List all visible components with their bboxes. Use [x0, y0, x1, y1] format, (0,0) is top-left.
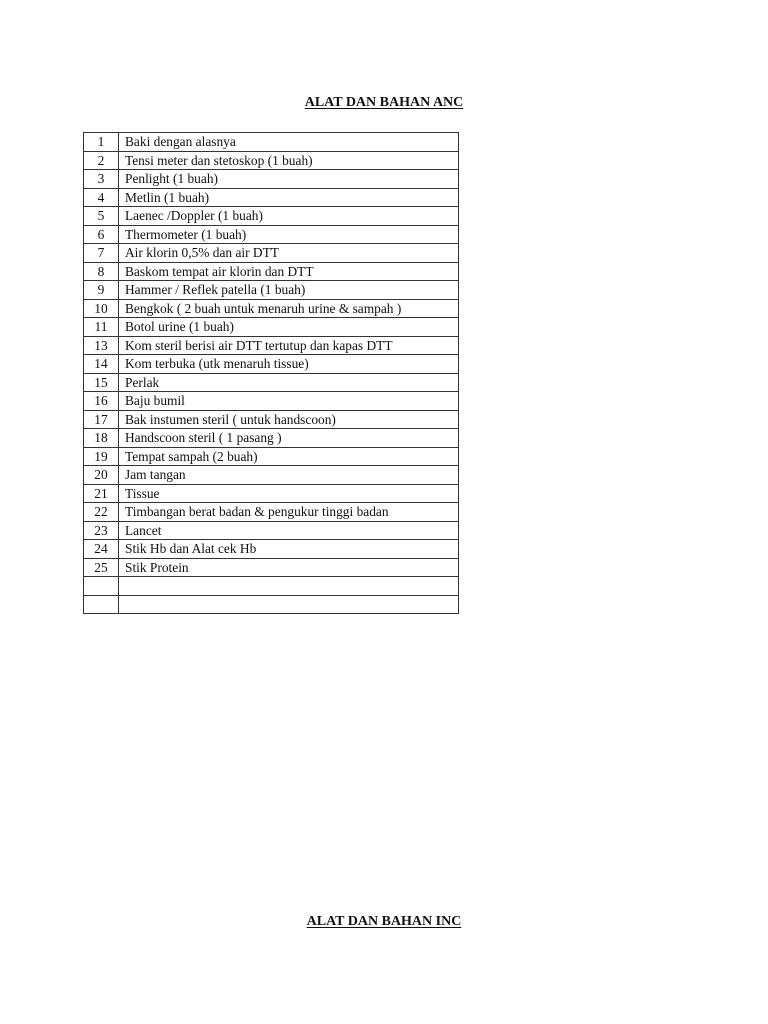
row-item-name: Hammer / Reflek patella (1 buah): [119, 281, 459, 300]
row-item-name: Perlak: [119, 373, 459, 392]
row-item-name: Metlin (1 buah): [119, 188, 459, 207]
table-row: [84, 299, 459, 318]
row-item-name: Thermometer (1 buah): [119, 225, 459, 244]
row-item-name: Tempat sampah (2 buah): [119, 447, 459, 466]
row-number: 3: [84, 170, 119, 189]
row-item-name: Jam tangan: [119, 466, 459, 485]
table-row: [84, 225, 459, 244]
row-item-name: Timbangan berat badan & pengukur tinggi badan: [119, 503, 459, 522]
row-item-name: Tensi meter dan stetoskop (1 buah): [119, 151, 459, 170]
section-title-anc: ALAT DAN BAHAN ANC: [304, 95, 464, 110]
table-row: [84, 281, 459, 300]
table-row: [84, 410, 459, 429]
section-title-inc: ALAT DAN BAHAN INC: [306, 914, 462, 929]
row-item-name: [119, 595, 459, 614]
table-row: [84, 503, 459, 522]
row-number: 4: [84, 188, 119, 207]
row-item-name: Baskom tempat air klorin dan DTT: [119, 262, 459, 281]
row-number: 19: [84, 447, 119, 466]
row-item-name: Air klorin 0,5% dan air DTT: [119, 244, 459, 263]
table-row: [84, 133, 459, 152]
row-number: 16: [84, 392, 119, 411]
row-number: 20: [84, 466, 119, 485]
table-row: [84, 540, 459, 559]
table-row: [84, 595, 459, 614]
row-item-name: Stik Protein: [119, 558, 459, 577]
row-item-name: Penlight (1 buah): [119, 170, 459, 189]
table-row: [84, 151, 459, 170]
table-row: [84, 170, 459, 189]
table-row: [84, 521, 459, 540]
row-item-name: Bak instumen steril ( untuk handscoon): [119, 410, 459, 429]
table-row: [84, 466, 459, 485]
row-number: 22: [84, 503, 119, 522]
row-number: 7: [84, 244, 119, 263]
row-number: 5: [84, 207, 119, 226]
row-item-name: Handscoon steril ( 1 pasang ): [119, 429, 459, 448]
row-number: 10: [84, 299, 119, 318]
table-row: [84, 558, 459, 577]
table-row: [84, 262, 459, 281]
row-number: 2: [84, 151, 119, 170]
row-item-name: Baki dengan alasnya: [119, 133, 459, 152]
anc-equipment-table: [83, 132, 459, 614]
table-row: [84, 336, 459, 355]
row-number: 17: [84, 410, 119, 429]
row-number: 1: [84, 133, 119, 152]
row-item-name: Baju bumil: [119, 392, 459, 411]
table-row: [84, 244, 459, 263]
row-number: 8: [84, 262, 119, 281]
table-row: [84, 484, 459, 503]
row-item-name: Botol urine (1 buah): [119, 318, 459, 337]
table-row: [84, 318, 459, 337]
table-row: [84, 429, 459, 448]
table-row: [84, 392, 459, 411]
row-item-name: [119, 577, 459, 596]
table-row: [84, 373, 459, 392]
row-item-name: Kom steril berisi air DTT tertutup dan kapas DTT: [119, 336, 459, 355]
row-number: 9: [84, 281, 119, 300]
table-row: [84, 207, 459, 226]
row-number: 25: [84, 558, 119, 577]
row-number: 15: [84, 373, 119, 392]
row-number: 21: [84, 484, 119, 503]
row-number: 18: [84, 429, 119, 448]
row-item-name: Kom terbuka (utk menaruh tissue): [119, 355, 459, 374]
row-item-name: Lancet: [119, 521, 459, 540]
row-item-name: Stik Hb dan Alat cek Hb: [119, 540, 459, 559]
table-row: [84, 355, 459, 374]
row-item-name: Laenec /Doppler (1 buah): [119, 207, 459, 226]
row-number: [84, 577, 119, 596]
row-number: [84, 595, 119, 614]
row-number: 11: [84, 318, 119, 337]
row-number: 23: [84, 521, 119, 540]
row-item-name: Bengkok ( 2 buah untuk menaruh urine & sampah ): [119, 299, 459, 318]
table-row: [84, 577, 459, 596]
table-row: [84, 447, 459, 466]
row-number: 14: [84, 355, 119, 374]
row-item-name: Tissue: [119, 484, 459, 503]
row-number: 13: [84, 336, 119, 355]
row-number: 24: [84, 540, 119, 559]
row-number: 6: [84, 225, 119, 244]
anc-table-body: [84, 133, 459, 614]
table-row: [84, 188, 459, 207]
